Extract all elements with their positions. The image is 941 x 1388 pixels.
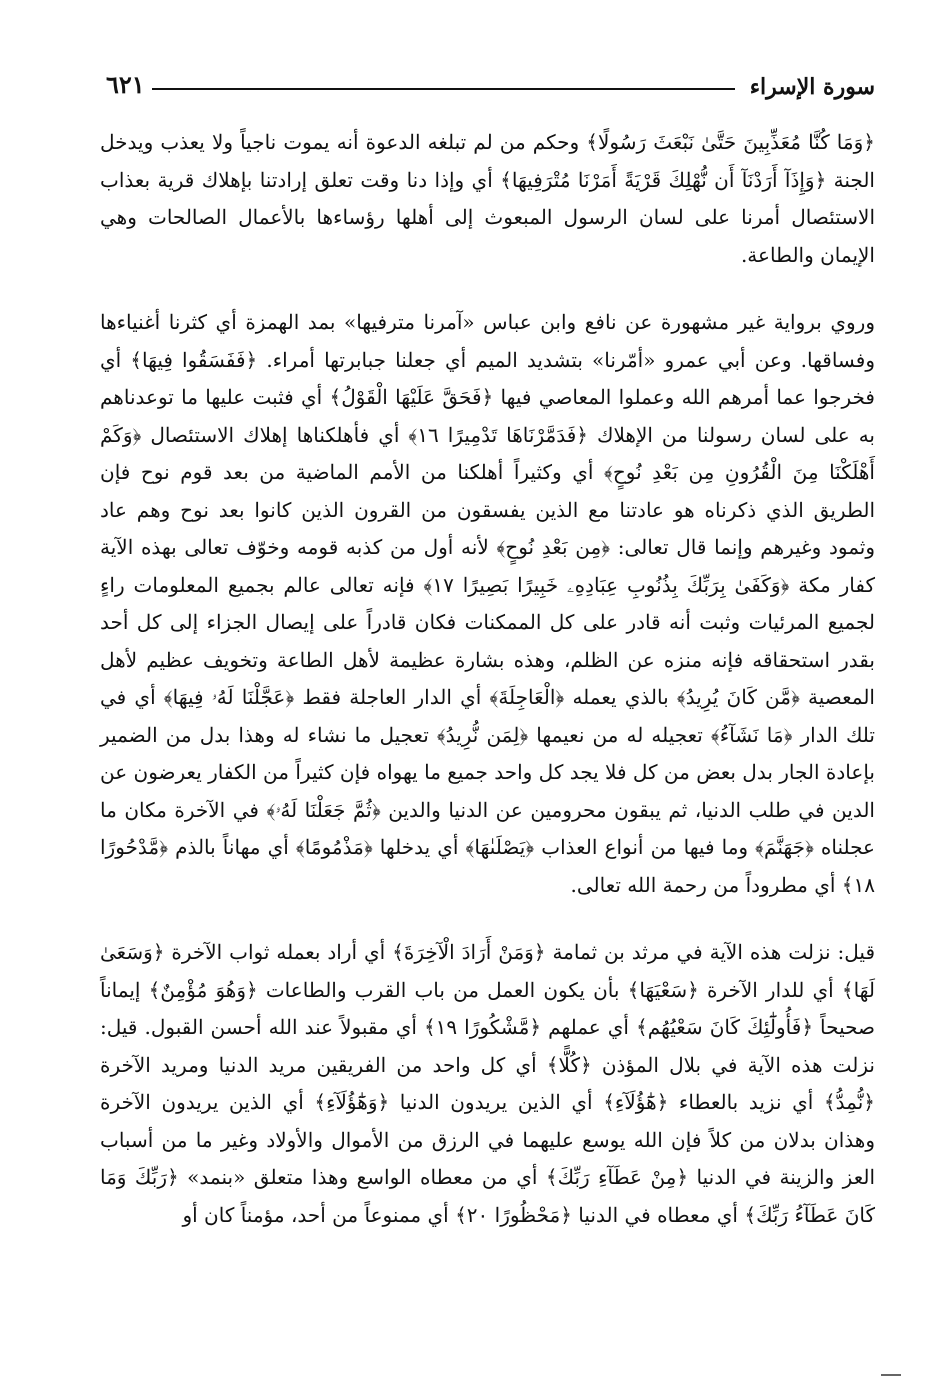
paragraph-3: قيل: نزلت هذه الآية في مرثد بن ثمامة ﴿وَمَنْ أَرَادَ الْآخِرَةَ﴾ أي أراد بعمله ثواب الآخرة ﴿وَسَعَىٰ لَهَا﴾ أي للدار الآخرة ﴿سَعْيَهَا﴾ بأن يكون العمل من باب القرب والطاعات ﴿وَهُوَ مُؤْمِنٌ﴾ إيماناً صحيحاً ﴿فَأُولَٰٓئِكَ كَانَ سَعْيُهُم﴾ أي عملهم ﴿مَّشْكُورًا ١٩﴾ أي مقبولاً عند الله أحسن القبول. قيل: نزلت هذه الآية في بلال المؤذن ﴿كُلًّا﴾ أي كل واحد من الفريقين مريد الدنيا ومريد الآخرة ﴿نُّمِدُّ﴾ أي نزيد بالعطاء ﴿هَٰٓؤُلَآءِ﴾ أي الذين يريدون الدنيا ﴿وَهَٰٓؤُلَآءِ﴾ أي الذين يريدون الآخرة وهذان بدلان من كلاً فإن الله يوسع عليهما في الرزق من الأموال والأولاد وغير ما من أسباب العز والزينة في الدنيا ﴿مِنْ عَطَآءِ رَبِّكَ﴾ أي من معطاه الواسع وهذا متعلق «بنمد» ﴿رَبِّكَ وَمَا كَانَ عَطَآءُ رَبِّكَ﴾ أي معطاه في الدنيا ﴿مَحْظُورًا ٢٠﴾ أي ممنوعاً من أحد، مؤمناً كان أو	[100, 940, 875, 1227]
header-rule	[152, 88, 735, 90]
paragraph-1: ﴿وَمَا كُنَّا مُعَذِّبِينَ حَتَّىٰ نَبْعَثَ رَسُولًا﴾ وحكم من لم تبلغه الدعوة أنه يموت ناجياً ولا يعذب ويدخل الجنة ﴿وَإِذَآ أَرَدْنَآ أَن نُّهْلِكَ قَرْيَةً أَمَرْنَا مُتْرَفِيهَا﴾ أي وإذا دنا وقت تعلق إرادتنا بإهلاك قرية بعذاب الاستئصال أمرنا على لسان الرسول المبعوث إلى أهلها رؤساءها بالأعمال الصالحات وهي الإيمان والطاعة.	[100, 130, 875, 267]
page-header	[100, 62, 875, 102]
scan-mark	[881, 1374, 901, 1376]
page-number: ٦٢١	[106, 70, 145, 99]
surah-title: سورة الإسراء	[749, 74, 875, 100]
paragraph-2: وروي برواية غير مشهورة عن نافع وابن عباس «آمرنا مترفيها» بمد الهمزة أي كثرنا أغنياءها وفساقها. وعن أبي عمرو «أمّرنا» بتشديد الميم أي جعلنا جبابرتها أمراء. ﴿فَفَسَقُوا فِيهَا﴾ أي فخرجوا عما أمرهم الله وعملوا المعاصي فيها ﴿فَحَقَّ عَلَيْهَا الْقَوْلُ﴾ أي فثبت عليها ما توعدناهم به على لسان رسولنا من الإهلاك ﴿فَدَمَّرْنَاهَا تَدْمِيرًا ١٦﴾ أي فأهلكناها إهلاك الاستئصال ﴿وَكَمْ أَهْلَكْنَا مِنَ الْقُرُونِ مِن بَعْدِ نُوحٍ﴾ أي وكثيراً أهلكنا من الأمم الماضية من بعد قوم نوح فإن الطريق الذي ذكرناه هو عادتنا مع الذين يفسقون من القرون الذين كانوا بعد نوح وهم عاد وثمود وغيرهم وإنما قال تعالى: ﴿مِن بَعْدِ نُوحٍ﴾ لأنه أول من كذبه قومه وخوّف تعالى بهذه الآية كفار مكة ﴿وَكَفَىٰ بِرَبِّكَ بِذُنُوبِ عِبَادِهِۦ خَبِيرًا بَصِيرًا ١٧﴾ فإنه تعالى عالم بجميع المعلومات راءٍ لجميع المرئيات وثبت أنه قادر على كل الممكنات فكان قادراً على إيصال الجزاء إلى كل أحد بقدر استحقاقه فإنه منزه عن الظلم، وهذه بشارة عظيمة لأهل الطاعة وتخويف عظيم لأهل المعصية ﴿مَّن كَانَ يُرِيدُ﴾ بالذي يعمله ﴿الْعَاجِلَةَ﴾ أي الدار العاجلة فقط ﴿عَجَّلْنَا لَهُۥ فِيهَا﴾ أي في تلك الدار ﴿مَا نَشَآءُ﴾ تعجيله له من نعيمها ﴿لِمَن نُّرِيدُ﴾ تعجيل ما نشاء له وهذا بدل من الضمير بإعادة الجار بدل بعض من كل فلا يجد كل واحد جميع ما يهواه فإن كثيراً من الكفار يعرضون عن الدين في طلب الدنيا، ثم يبقون محرومين عن الدنيا والدين ﴿ثُمَّ جَعَلْنَا لَهُۥ﴾ في الآخرة مكان ما عجلناه ﴿جَهَنَّمَ﴾ وما فيها من أنواع العذاب ﴿يَصْلَىٰهَا﴾ أي يدخلها ﴿مَذْمُومًا﴾ أي مهاناً بالذم ﴿مَّدْحُورًا ١٨﴾ أي مطروداً من رحمة الله تعالى.	[100, 310, 876, 897]
body-text	[100, 124, 875, 1234]
